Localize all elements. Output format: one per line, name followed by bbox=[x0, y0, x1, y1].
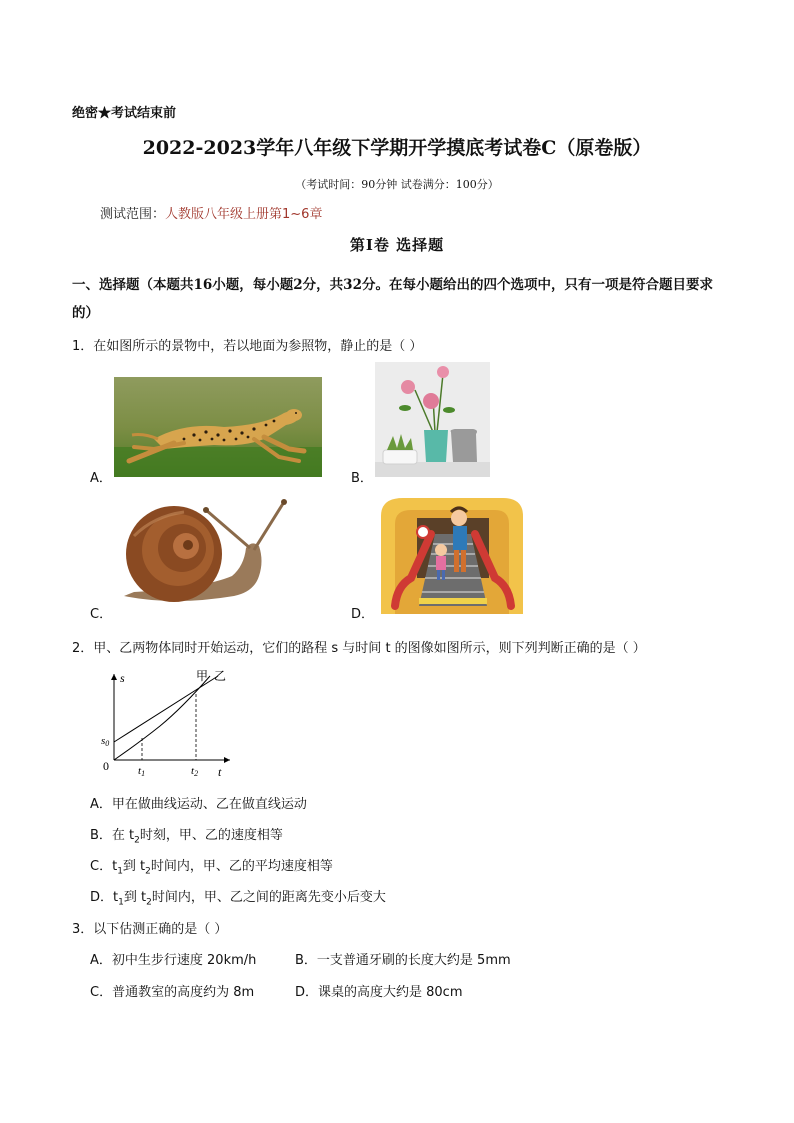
q2-option-c-post: 时间内，甲、乙的平均速度相等 bbox=[150, 859, 333, 874]
curve-jia bbox=[114, 676, 210, 760]
q3-option-c[interactable]: C．普通教室的高度约为 8m bbox=[90, 985, 255, 1000]
test-range bbox=[100, 203, 322, 222]
exam-title: 2022-2023学年八年级下学期开学摸底考试卷C（原卷版） bbox=[142, 137, 652, 159]
q2-option-c[interactable] bbox=[90, 855, 333, 877]
q2-option-d[interactable] bbox=[90, 886, 386, 908]
q3-option-a[interactable]: A．初中生步行速度 20km/h bbox=[90, 953, 257, 968]
t1-label: t1 bbox=[138, 765, 146, 778]
q2-option-c-sub2: 2 bbox=[145, 866, 151, 877]
s-axis-label: s bbox=[120, 671, 125, 685]
escalator-image[interactable] bbox=[375, 494, 530, 614]
t-axis-arrow bbox=[224, 757, 230, 763]
q2-option-d-sub2: 2 bbox=[146, 897, 152, 908]
t2-label: t2 bbox=[191, 765, 199, 778]
q2-option-b[interactable] bbox=[90, 824, 283, 846]
question-1-stem: 1．在如图所示的景物中，若以地面为参照物，静止的是（ ） bbox=[72, 339, 423, 354]
cheetah-illustration bbox=[114, 377, 322, 477]
question-3-stem: 3．以下估测正确的是（ ） bbox=[72, 922, 228, 937]
test-range-value: 人教版八年级上册第1~6章 bbox=[165, 207, 323, 222]
s-t-graph-svg bbox=[100, 664, 235, 780]
q3-option-d[interactable]: D．课桌的高度大约是 80cm bbox=[295, 985, 463, 1000]
q1-option-d-label[interactable]: D． bbox=[351, 607, 375, 622]
line-yi bbox=[114, 676, 218, 742]
q2-option-d-pre: D．t bbox=[90, 890, 119, 905]
q2-option-d-sub1: 1 bbox=[118, 897, 124, 908]
flower-vase-illustration bbox=[375, 362, 490, 477]
section-header: 一、选择题（本题共16小题，每小题2分，共32分。在每小题给出的四个选项中，只有一项是符合题目要求的） bbox=[72, 277, 713, 321]
q1-option-b-label[interactable]: B． bbox=[351, 471, 373, 486]
q2-option-d-post: 时间内，甲、乙之间的距离先变小后变大 bbox=[151, 890, 386, 905]
flower-vase-image[interactable] bbox=[375, 362, 490, 477]
q2-option-d-mid: 到 t bbox=[123, 890, 147, 905]
cheetah-image[interactable] bbox=[114, 377, 322, 477]
q2-option-c-pre: C．t bbox=[90, 859, 118, 874]
yi-label: 乙 bbox=[214, 669, 227, 683]
q2-option-b-pre: B．在 t bbox=[90, 828, 135, 843]
s-axis-arrow bbox=[111, 674, 117, 680]
q2-option-c-sub1: 1 bbox=[117, 866, 123, 877]
escalator-illustration bbox=[375, 494, 530, 614]
q2-option-a[interactable]: A．甲在做曲线运动、乙在做直线运动 bbox=[90, 797, 307, 812]
t-axis-label: t bbox=[218, 765, 222, 779]
q1-option-c-label[interactable]: C． bbox=[90, 607, 113, 622]
jia-label: 甲 bbox=[196, 669, 209, 683]
q1-option-a-label[interactable]: A． bbox=[90, 471, 112, 486]
test-range-label: 测试范围： bbox=[100, 207, 166, 222]
exam-time-score: （考试时间：90分钟 试卷满分：100分） bbox=[295, 178, 499, 191]
q2-option-b-sub: 2 bbox=[134, 835, 140, 846]
s0-label: s0 bbox=[101, 735, 110, 748]
part-title: 第Ⅰ卷 选择题 bbox=[349, 236, 445, 254]
q2-option-c-mid: 到 t bbox=[122, 859, 146, 874]
snail-image[interactable] bbox=[114, 496, 294, 614]
snail-illustration bbox=[114, 496, 294, 614]
confidential-mark: 绝密★考试结束前 bbox=[72, 106, 177, 121]
q3-option-b[interactable]: B．一支普通牙刷的长度大约是 5mm bbox=[295, 953, 511, 968]
s-t-graph bbox=[100, 664, 235, 780]
question-2-stem: 2．甲、乙两物体同时开始运动，它们的路程 s 与时间 t 的图像如图所示，则下列判断正确的是（ ） bbox=[72, 641, 646, 656]
q2-option-b-post: 时刻，甲、乙的速度相等 bbox=[139, 828, 283, 843]
origin-label: 0 bbox=[103, 759, 109, 773]
